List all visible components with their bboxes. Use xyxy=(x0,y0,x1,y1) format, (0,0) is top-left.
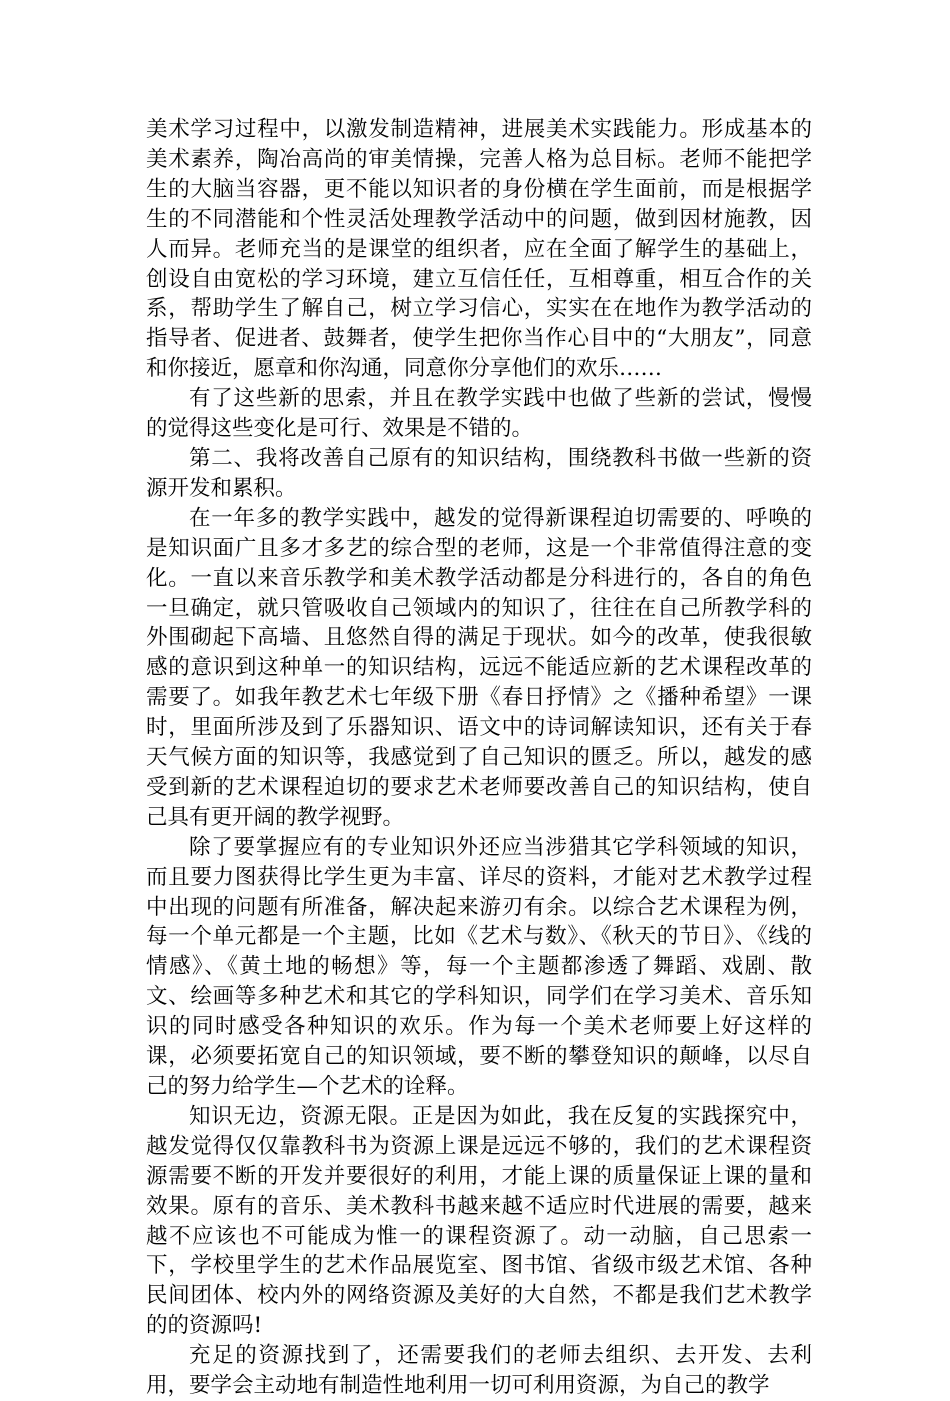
document-body xyxy=(146,115,812,1401)
paragraph-5: 除了要掌握应有的专业知识外还应当涉猎其它学科领域的知识，而且要力图获得比学生更为丰富、详尽的资料，才能对艺术教学过程中出现的问题有所准备，解决起来游刃有余。以综合艺术课程为例，每一个单元都是一个主题，比如《艺术与数》、《秋天的节日》、《线的情感》、《黄土地的畅想》等，每一个主题都渗透了舞蹈、戏剧、散文、绘画等多种艺术和其它的学科知识，同学们在学习美术、音乐知识的同时感受各种知识的欢乐。作为每一个美术老师要上好这样的课，必须要拓宽自己的知识领域，要不断的攀登知识的颠峰，以尽自己的努力给学生—个艺术的诠释。 xyxy=(146,834,812,1099)
paragraph-3: 第二、我将改善自己原有的知识结构，围绕教科书做一些新的资源开发和累积。 xyxy=(146,445,812,501)
paragraph-7: 充足的资源找到了，还需要我们的老师去组织、去开发、去利用，要学会主动地有制造性地利用一切可利用资源，为自己的教学 xyxy=(146,1343,812,1399)
paragraph-2: 有了这些新的思索，并且在教学实践中也做了些新的尝试，慢慢的觉得这些变化是可行、效果是不错的。 xyxy=(146,386,812,442)
paragraph-4: 在一年多的教学实践中，越发的觉得新课程迫切需要的、呼唤的是知识面广且多才多艺的综合型的老师，这是一个非常值得注意的变化。一直以来音乐教学和美术教学活动都是分科进行的，各自的角色一旦确定，就只管吸收自己领域内的知识了，往往在自己所教学科的外围砌起下高墙、且悠然自得的满足于现状。如今的改革，使我很敏感的意识到这种单一的知识结构，远远不能适应新的艺术课程改革的需要了。如我年教艺术七年级下册《春日抒情》之《播种希望》一课时，里面所涉及到了乐器知识、语文中的诗词解读知识，还有关于春天气候方面的知识等，我感觉到了自己知识的匮乏。所以，越发的感受到新的艺术课程迫切的要求艺术老师要改善自己的知识结构，使自己具有更开阔的教学视野。 xyxy=(146,505,812,830)
paragraph-6: 知识无边，资源无限。正是因为如此，我在反复的实践探究中，越发觉得仅仅靠教科书为资源上课是远远不够的，我们的艺术课程资源需要不断的开发并要很好的利用，才能上课的质量保证上课的量和效果。原有的音乐、美术教科书越来越不适应时代进展的需要，越来越不应该也不可能成为惟一的课程资源了。动一动脑，自己思索一下，学校里学生的艺术作品展览室、图书馆、省级市级艺术馆、各种民间团体、校内外的网络资源及美好的大自然，不都是我们艺术教学的的资源吗! xyxy=(146,1103,812,1339)
paragraph-1: 美术学习过程中，以激发制造精神，进展美术实践能力。形成基本的美术素养，陶冶高尚的审美情操，完善人格为总目标。老师不能把学生的大脑当容器，更不能以知识者的身份横在学生面前，而是根据学生的不同潜能和个性灵活处理教学活动中的问题，做到因材施教，因人而异。老师充当的是课堂的组织者，应在全面了解学生的基础上，创设自由宽松的学习环境，建立互信任任，互相尊重，相互合作的关系，帮助学生了解自己，树立学习信心，实实在在地作为教学活动的指导者、促进者、鼓舞者，使学生把你当作心目中的“大朋友”，同意和你接近，愿章和你沟通，同意你分享他们的欢乐…… xyxy=(146,117,812,382)
